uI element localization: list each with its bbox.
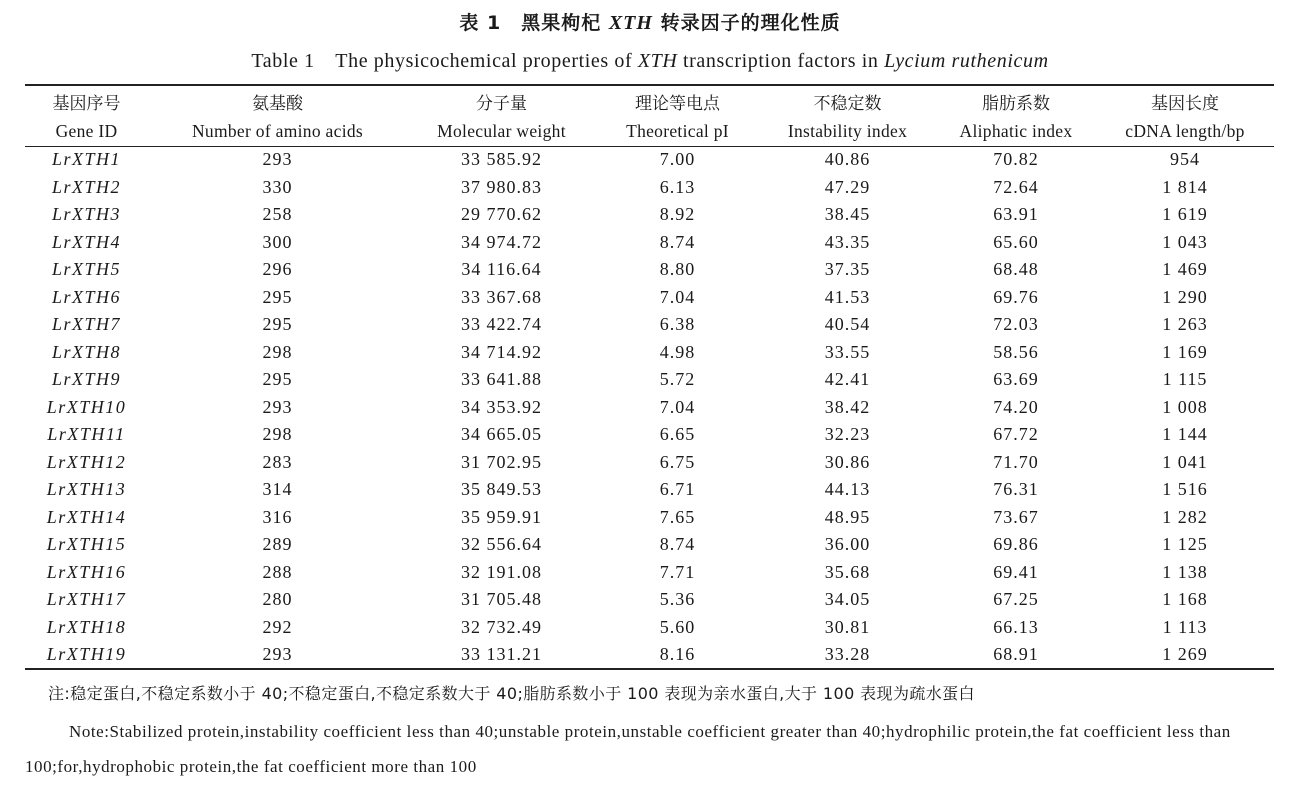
cell-theoretical-pi: 8.74 [659,534,696,555]
cell-gene-id: LrXTH6 [51,286,122,307]
table-row [25,586,1274,614]
cell-aliphatic-index: 72.64 [993,176,1039,197]
cell-theoretical-pi: 7.65 [659,506,696,527]
cell-gene-id: LrXTH13 [46,479,127,500]
cell-aliphatic-index: 74.20 [993,396,1039,417]
cell-gene-id: LrXTH19 [46,644,127,665]
note-cn: 注:稳定蛋白,不稳定系数小于 40;不稳定蛋白,不稳定系数大于 40;脂肪系数小于 100 表现为亲水蛋白,大于 100 表现为疏水蛋白 [48,684,975,703]
cell-aliphatic-index: 76.31 [993,479,1039,500]
table-row [25,559,1274,587]
cell-instability-index: 38.45 [824,204,871,225]
cell-amino-acids: 293 [262,396,293,417]
cell-amino-acids: 258 [262,204,293,225]
cell-instability-index: 42.41 [824,369,871,390]
table-row [25,449,1274,477]
header-en-molecular-weight: Molecular weight [437,120,566,141]
cell-cdna-length: 1 619 [1162,204,1208,225]
cell-theoretical-pi: 7.71 [659,561,696,582]
cell-cdna-length: 1 144 [1162,424,1208,445]
table-row [25,174,1274,202]
cell-gene-id: LrXTH11 [47,424,126,445]
cell-molecular-weight: 35 959.91 [461,506,542,527]
cell-aliphatic-index: 66.13 [993,616,1039,637]
table-row [25,339,1274,367]
cell-gene-id: LrXTH17 [46,589,127,610]
cell-aliphatic-index: 68.91 [993,644,1039,665]
title-cn-suffix: 转录因子的理化性质 [652,12,841,34]
cell-gene-id: LrXTH12 [46,451,127,472]
cell-molecular-weight: 32 732.49 [461,616,542,637]
cell-amino-acids: 330 [262,176,293,197]
cell-molecular-weight: 31 705.48 [461,589,542,610]
cell-aliphatic-index: 67.25 [993,589,1039,610]
cell-theoretical-pi: 6.75 [659,451,696,472]
header-cn-cdna-length: 基因长度 [1151,93,1219,114]
cell-theoretical-pi: 5.60 [659,616,696,637]
cell-cdna-length: 1 113 [1162,616,1208,637]
cell-instability-index: 48.95 [824,506,871,527]
header-en-instability-index: Instability index [787,120,908,141]
cell-molecular-weight: 33 641.88 [461,369,542,390]
cell-molecular-weight: 34 974.72 [461,231,542,252]
cell-aliphatic-index: 69.76 [993,286,1039,307]
table-row [25,229,1274,257]
title-en-middle: transcription factors in [677,50,885,72]
header-cn-instability-index: 不稳定数 [813,93,882,114]
cell-molecular-weight: 35 849.53 [461,479,542,500]
cell-molecular-weight: 34 665.05 [461,424,542,445]
cell-gene-id: LrXTH3 [51,204,122,225]
cell-molecular-weight: 33 131.21 [461,644,542,665]
table-row [25,531,1274,559]
cell-aliphatic-index: 69.86 [993,534,1039,555]
cell-amino-acids: 300 [262,231,293,252]
cell-cdna-length: 1 125 [1162,534,1208,555]
cell-aliphatic-index: 63.69 [993,369,1039,390]
cell-molecular-weight: 34 714.92 [461,341,542,362]
cell-aliphatic-index: 70.82 [993,149,1039,170]
cell-aliphatic-index: 63.91 [993,204,1039,225]
cell-theoretical-pi: 6.13 [659,176,696,197]
cell-cdna-length: 1 269 [1162,644,1208,665]
table-title-cn [0,8,1300,35]
table-row [25,641,1274,669]
cell-gene-id: LrXTH8 [51,341,122,362]
cell-instability-index: 35.68 [824,561,871,582]
cell-cdna-length: 1 008 [1162,396,1208,417]
cell-cdna-length: 1 041 [1162,451,1208,472]
cell-molecular-weight: 37 980.83 [461,176,542,197]
header-row-cn [25,86,1274,116]
cell-molecular-weight: 32 191.08 [461,561,542,582]
cell-aliphatic-index: 68.48 [993,259,1039,280]
cell-cdna-length: 1 814 [1162,176,1208,197]
table-row [25,394,1274,422]
cell-amino-acids: 293 [262,149,293,170]
cell-theoretical-pi: 8.92 [659,204,696,225]
cell-molecular-weight: 32 556.64 [461,534,542,555]
cell-cdna-length: 1 516 [1162,479,1208,500]
cell-instability-index: 38.42 [824,396,871,417]
cell-instability-index: 44.13 [824,479,871,500]
cell-theoretical-pi: 8.80 [659,259,696,280]
cell-aliphatic-index: 71.70 [993,451,1039,472]
cell-aliphatic-index: 65.60 [993,231,1039,252]
cell-theoretical-pi: 5.72 [659,369,696,390]
cell-theoretical-pi: 6.71 [659,479,696,500]
cell-amino-acids: 295 [262,286,293,307]
cell-molecular-weight: 34 353.92 [461,396,542,417]
cell-theoretical-pi: 4.98 [659,341,696,362]
table-row [25,201,1274,229]
cell-instability-index: 33.55 [824,341,871,362]
cell-theoretical-pi: 7.00 [659,149,696,170]
header-en-cdna-length: cDNA length/bp [1125,120,1245,141]
cell-instability-index: 32.23 [824,424,871,445]
header-en-aliphatic-index: Aliphatic index [959,120,1073,141]
cell-cdna-length: 1 469 [1162,259,1208,280]
cell-gene-id: LrXTH1 [51,149,122,170]
cell-theoretical-pi: 5.36 [659,589,696,610]
cell-instability-index: 30.86 [824,451,871,472]
cell-instability-index: 43.35 [824,231,871,252]
table-title-en [0,44,1300,73]
table-row [25,421,1274,449]
cell-theoretical-pi: 8.74 [659,231,696,252]
cell-cdna-length: 1 263 [1162,314,1208,335]
cell-gene-id: LrXTH14 [46,506,127,527]
properties-table [25,86,1274,669]
cell-molecular-weight: 29 770.62 [461,204,542,225]
header-cn-aliphatic-index: 脂肪系数 [982,93,1050,114]
cell-aliphatic-index: 58.56 [993,341,1039,362]
table-row [25,284,1274,312]
cell-molecular-weight: 33 422.74 [461,314,542,335]
cell-instability-index: 34.05 [824,589,871,610]
cell-amino-acids: 289 [262,534,293,555]
title-en-prefix: Table 1 The physicochemical properties of [251,50,638,72]
cell-instability-index: 40.86 [824,149,871,170]
table-row [25,256,1274,284]
cell-molecular-weight: 33 585.92 [461,149,542,170]
cell-cdna-length: 1 138 [1162,561,1208,582]
cell-molecular-weight: 33 367.68 [461,286,542,307]
table-row [25,311,1274,339]
header-cn-amino-acids: 氨基酸 [252,93,303,114]
cell-aliphatic-index: 73.67 [993,506,1039,527]
cell-amino-acids: 298 [262,424,293,445]
cell-amino-acids: 298 [262,341,293,362]
cell-amino-acids: 292 [262,616,293,637]
cell-theoretical-pi: 7.04 [659,286,696,307]
table-row [25,614,1274,642]
cell-instability-index: 33.28 [824,644,871,665]
cell-gene-id: LrXTH5 [51,259,122,280]
table-row [25,366,1274,394]
table-body [25,146,1274,669]
cell-cdna-length: 1 168 [1162,589,1208,610]
table-row [25,146,1274,174]
title-en-species: Lycium ruthenicum [884,50,1049,72]
cell-gene-id: LrXTH7 [51,314,122,335]
cell-cdna-length: 954 [1170,149,1200,170]
header-cn-molecular-weight: 分子量 [476,93,527,114]
cell-amino-acids: 293 [262,644,293,665]
cell-instability-index: 40.54 [824,314,871,335]
cell-gene-id: LrXTH9 [51,369,122,390]
cell-cdna-length: 1 290 [1162,286,1208,307]
header-cn-gene-id: 基因序号 [52,93,121,114]
cell-amino-acids: 280 [262,589,293,610]
cell-amino-acids: 316 [262,506,293,527]
table-row [25,476,1274,504]
title-cn-gene: XTH [608,12,653,34]
cell-molecular-weight: 34 116.64 [461,259,542,280]
cell-amino-acids: 296 [262,259,293,280]
title-cn-prefix: 表 1 黑果枸杞 [459,12,609,34]
cell-amino-acids: 295 [262,314,293,335]
cell-theoretical-pi: 7.04 [659,396,696,417]
cell-gene-id: LrXTH16 [46,561,127,582]
cell-theoretical-pi: 6.65 [659,424,696,445]
cell-gene-id: LrXTH10 [46,396,127,417]
cell-instability-index: 41.53 [824,286,871,307]
cell-gene-id: LrXTH4 [51,231,122,252]
note-en: Note:Stabilized protein,instability coefficient less than 40;unstable protein,unstable coefficient greater than 40;hydrophilic protein,the fat coefficient less than 100;for,hydrophobic protein,the fat coefficient more than 100 [25,722,1231,776]
cell-instability-index: 47.29 [824,176,871,197]
table-row [25,504,1274,532]
cell-cdna-length: 1 169 [1162,341,1208,362]
header-en-amino-acids: Number of amino acids [191,120,364,141]
cell-instability-index: 37.35 [824,259,871,280]
cell-cdna-length: 1 282 [1162,506,1208,527]
cell-cdna-length: 1 043 [1162,231,1208,252]
cell-aliphatic-index: 72.03 [993,314,1039,335]
title-en-gene: XTH [637,50,678,72]
header-en-theoretical-pi: Theoretical pI [626,120,729,141]
cell-amino-acids: 295 [262,369,293,390]
cell-theoretical-pi: 6.38 [659,314,696,335]
cell-amino-acids: 314 [262,479,293,500]
cell-instability-index: 36.00 [824,534,871,555]
cell-amino-acids: 288 [262,561,293,582]
header-cn-theoretical-pi: 理论等电点 [635,93,720,114]
header-row-en [25,116,1274,146]
cell-molecular-weight: 31 702.95 [461,451,542,472]
cell-amino-acids: 283 [262,451,293,472]
cell-instability-index: 30.81 [824,616,871,637]
cell-aliphatic-index: 69.41 [993,561,1039,582]
cell-gene-id: LrXTH18 [46,616,127,637]
header-en-gene-id: Gene ID [55,120,118,141]
cell-gene-id: LrXTH15 [46,534,127,555]
cell-aliphatic-index: 67.72 [993,424,1039,445]
cell-cdna-length: 1 115 [1162,369,1208,390]
cell-theoretical-pi: 8.16 [659,644,696,665]
cell-gene-id: LrXTH2 [51,176,122,197]
